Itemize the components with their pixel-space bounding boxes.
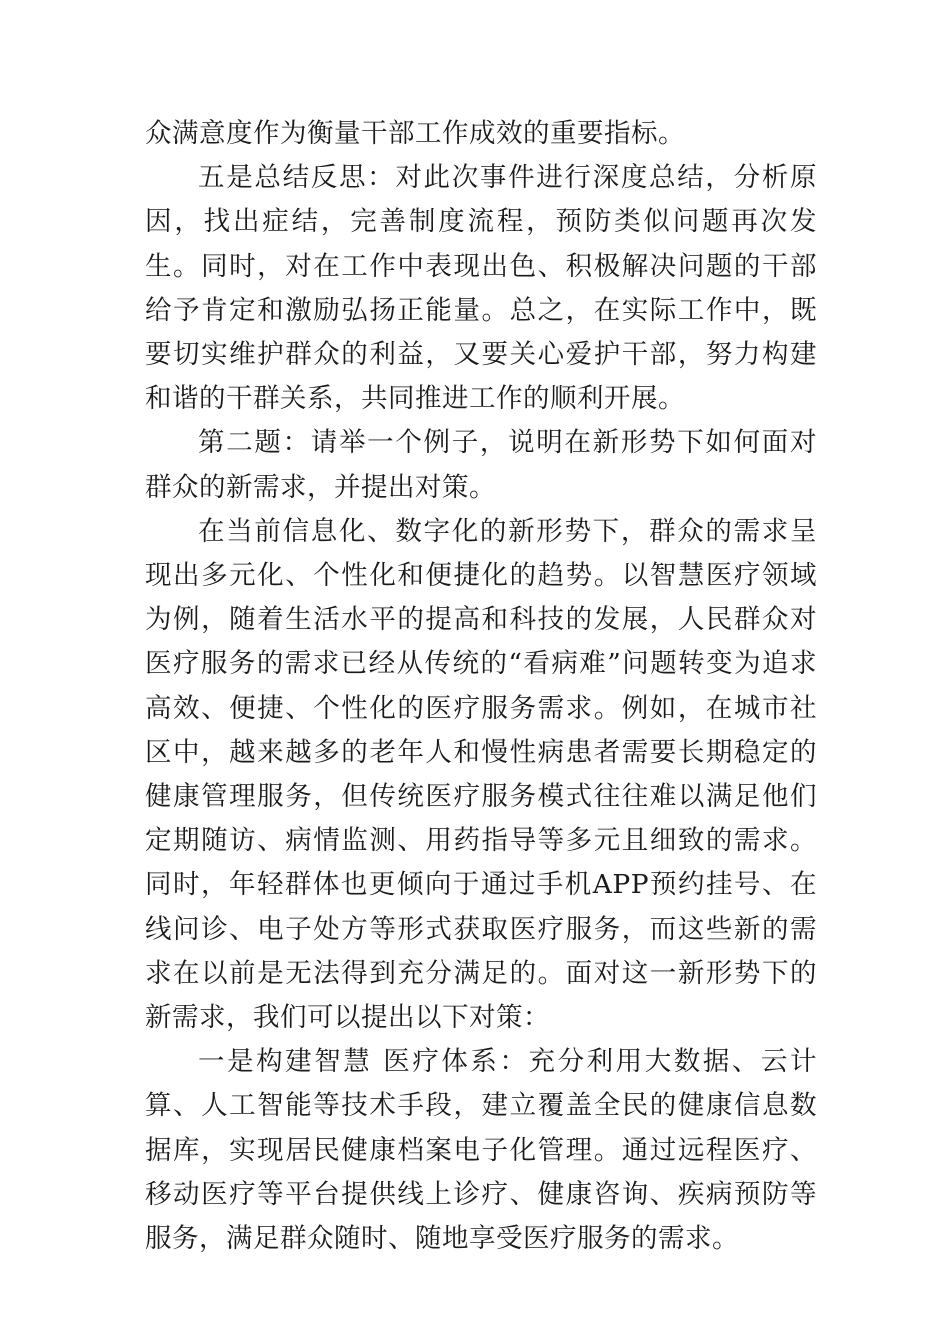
paragraph-3: 第二题：请举一个例子，说明在新形势下如何面对群众的新需求，并提出对策。 [145,427,817,503]
paragraph-5: 一是构建智慧 医疗体系：充分利用大数据、云计算、人工智能等技术手段，建立覆盖全民的健康信息数据库，实现居民健康档案电子化管理。通过远程医疗、移动医疗等平台提供线上诊疗、健康咨询、疾病预防等服务，满足群众随时、随地享受医疗服务的需求。 [145,1046,817,1255]
paragraph-2: 五是总结反思：对此次事件进行深度总结，分析原因，找出症结，完善制度流程，预防类似问题再次发生。同时，对在工作中表现出色、积极解决问题的干部给予肯定和激励弘扬正能量。总之，在实际工作中，既要切实维护群众的利益，又要关心爱护干部，努力构建和谐的干群关系，共同推进工作的顺利开展。 [145,162,817,415]
paragraph-4: 在当前信息化、数字化的新形势下，群众的需求呈现出多元化、个性化和便捷化的趋势。以智慧医疗领域为例，随着生活水平的提高和科技的发展，人民群众对医疗服务的需求已经从传统的“看病难”问题转变为追求高效、便捷、个性化的医疗服务需求。例如，在城市社区中，越来越多的老年人和慢性病患者需要长期稳定的健康管理服务，但传统医疗服务模式往往难以满足他们定期随访、病情监测、用药指导等多元且细致的需求。同时，年轻群体也更倾向于通过手机APP预约挂号、在线问诊、电子处方等形式获取医疗服务，而这些新的需求在以前是无法得到充分满足的。面对这一新形势下的新需求，我们可以提出以下对策： [145,515,817,1034]
paragraph-1: 众满意度作为衡量干部工作成效的重要指标。 [145,118,685,149]
document-body [145,112,817,1261]
